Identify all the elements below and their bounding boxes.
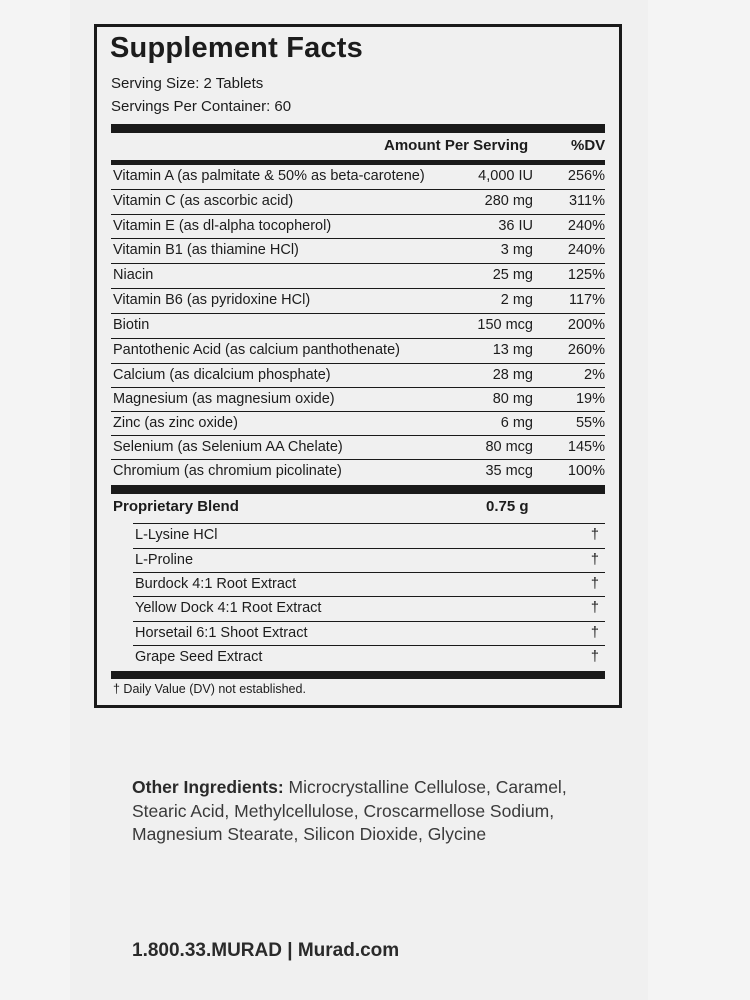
table-row: [111, 387, 605, 411]
nutrient-amount: 150 mcg: [477, 317, 533, 333]
amount-header: Amount Per Serving: [384, 137, 529, 154]
list-item: [133, 621, 605, 645]
nutrient-dv: 200%: [567, 317, 605, 333]
thick-divider-blend: [111, 485, 605, 494]
blend-name: Proprietary Blend: [113, 498, 239, 515]
nutrient-name: Vitamin C (as ascorbic acid): [113, 193, 294, 209]
servings-per-container: Servings Per Container: 60: [111, 98, 292, 115]
nutrient-dv: 311%: [568, 193, 605, 209]
nutrient-amount: 13 mg: [492, 342, 533, 358]
nutrient-name: Biotin: [113, 317, 150, 333]
list-item: [133, 548, 605, 572]
thick-divider-top: [111, 124, 605, 133]
list-item: [133, 645, 605, 669]
blend-item-name: Yellow Dock 4:1 Root Extract: [135, 600, 322, 616]
blend-item-dv: †: [590, 625, 599, 641]
nutrient-amount: 25 mg: [492, 267, 533, 283]
nutrient-amount: 4,000 IU: [478, 168, 533, 184]
nutrient-name: Selenium (as Selenium AA Chelate): [113, 439, 343, 455]
list-item: [133, 572, 605, 596]
blend-item-name: Horsetail 6:1 Shoot Extract: [135, 625, 308, 641]
thick-divider-bottom: [111, 671, 605, 679]
nutrient-dv: 55%: [575, 415, 605, 431]
table-row: [111, 338, 605, 362]
blend-item-name: Grape Seed Extract: [135, 649, 263, 665]
nutrient-amount: 28 mg: [492, 367, 533, 383]
nutrient-dv: 2%: [584, 367, 605, 383]
blend-item-dv: †: [590, 576, 599, 592]
nutrient-name: Chromium (as chromium picolinate): [113, 463, 342, 479]
other-ingredients-text: Microcrystalline Cellulose, Caramel, Stearic Acid, Methylcellulose, Croscarmellose Sodium, Magnesium Stearate, Silicon Dioxide, Glycine: [132, 777, 567, 844]
table-row: [111, 459, 605, 483]
nutrient-amount: 3 mg: [500, 242, 533, 258]
nutrient-amount: 80 mg: [492, 391, 533, 407]
blend-item-name: L-Lysine HCl: [135, 527, 218, 543]
nutrient-dv: 100%: [567, 463, 605, 479]
serving-size: Serving Size: 2 Tablets: [111, 75, 264, 92]
nutrient-name: Zinc (as zinc oxide): [113, 415, 238, 431]
nutrient-dv: 145%: [567, 439, 605, 455]
nutrient-name: Vitamin A (as palmitate & 50% as beta-carotene): [113, 168, 425, 184]
table-row: [111, 313, 605, 337]
other-ingredients: [132, 776, 572, 847]
nutrient-name: Magnesium (as magnesium oxide): [113, 391, 335, 407]
nutrient-amount: 36 IU: [498, 218, 533, 234]
table-row: [111, 263, 605, 287]
nutrient-amount: 35 mcg: [485, 463, 533, 479]
blend-item-dv: †: [590, 527, 599, 543]
list-item: [133, 596, 605, 620]
nutrient-name: Vitamin E (as dl-alpha tocopherol): [113, 218, 332, 234]
nutrient-amount: 2 mg: [500, 292, 533, 308]
blend-item-dv: †: [590, 600, 599, 616]
dv-footnote: † Daily Value (DV) not established.: [113, 682, 306, 696]
table-row: [111, 214, 605, 238]
nutrient-amount: 80 mcg: [485, 439, 533, 455]
table-row: [111, 435, 605, 459]
blend-item-name: L-Proline: [135, 552, 194, 568]
nutrient-name: Calcium (as dicalcium phosphate): [113, 367, 331, 383]
nutrient-name: Pantothenic Acid (as calcium panthothenate): [113, 342, 400, 358]
contact-info: 1.800.33.MURAD | Murad.com: [132, 940, 400, 961]
list-item: [133, 523, 605, 547]
nutrient-name: Niacin: [113, 267, 154, 283]
nutrient-dv: 256%: [567, 168, 605, 184]
table-row: [111, 238, 605, 262]
nutrient-amount: 6 mg: [500, 415, 533, 431]
nutrient-dv: 125%: [567, 267, 605, 283]
facts-title: Supplement Facts: [110, 32, 363, 64]
nutrient-dv: 260%: [567, 342, 605, 358]
table-row: [111, 288, 605, 312]
nutrient-name: Vitamin B6 (as pyridoxine HCl): [113, 292, 311, 308]
table-row: [111, 363, 605, 387]
blend-item-dv: †: [590, 552, 599, 568]
nutrient-dv: 240%: [567, 242, 605, 258]
nutrient-dv: 117%: [568, 292, 605, 308]
nutrient-amount: 280 mg: [484, 193, 533, 209]
nutrient-name: Vitamin B1 (as thiamine HCl): [113, 242, 299, 258]
table-row: [111, 165, 605, 189]
nutrient-dv: 240%: [567, 218, 605, 234]
blend-amount: 0.75 g: [486, 498, 529, 515]
blend-item-dv: †: [590, 649, 599, 665]
other-ingredients-label: Other Ingredients:: [132, 777, 284, 797]
table-row: [111, 411, 605, 435]
table-row: [111, 189, 605, 213]
dv-header: %DV: [571, 137, 606, 154]
blend-item-name: Burdock 4:1 Root Extract: [135, 576, 297, 592]
nutrient-dv: 19%: [575, 391, 605, 407]
